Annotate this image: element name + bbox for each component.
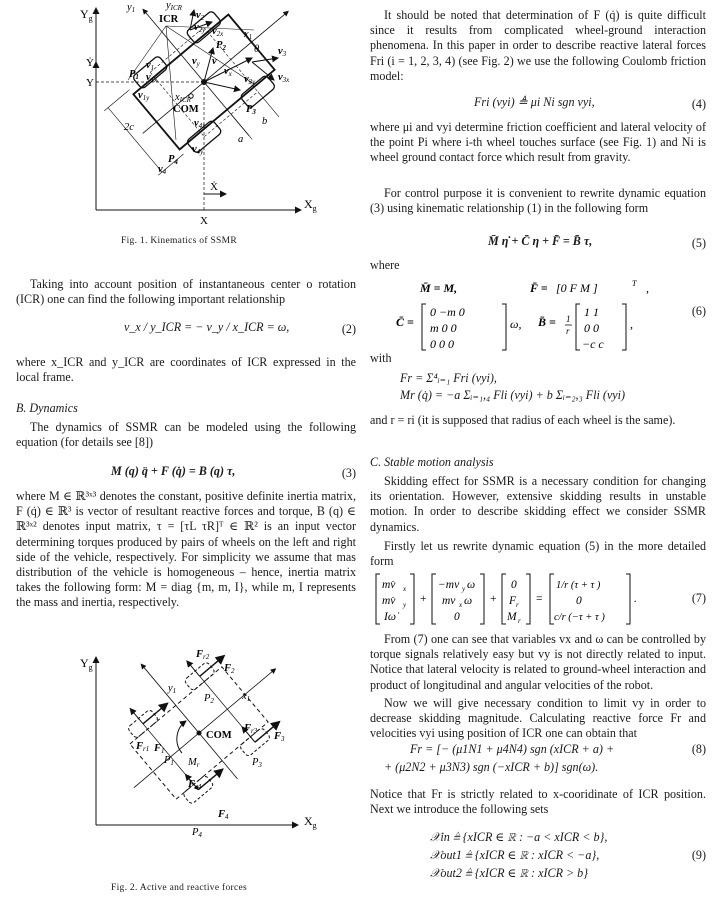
equation-4-number: (4) (691, 97, 706, 111)
equation-3: M (q) q̈ + F (q̇) = B (q) τ, (111, 464, 236, 478)
svg-text:Xg: $X_g$ (304, 814, 317, 830)
paragraph: Skidding effect for SSMR is a necessary condition for changing its orientation. However, extensive skidding results in unstable motion. In order to describe skidding effect we consider SSMR dynamics. (370, 474, 706, 534)
svg-text:Yg: $Y_g$ (80, 7, 93, 23)
svg-text:F2: F2 (224, 663, 235, 675)
svg-text:Fr3: Fr3 (244, 723, 258, 735)
equation-2: v_x / y_ICR = − v_y / x_ICR = ω, (124, 320, 290, 334)
equation-5: M̄ η̇ + C̄ η + F̄ = B̄ τ, (488, 234, 593, 248)
svg-text:0 0 0: 0 0 0 (430, 337, 454, 351)
svg-text:P1: P1 (164, 755, 174, 767)
svg-text:v2: v2 (196, 10, 205, 22)
svg-text:v2x: v2x (212, 26, 224, 38)
svg-text:−c c: −c c (582, 337, 604, 351)
svg-text:P2: P2 (204, 693, 214, 705)
svg-text:xICR: xICR (175, 92, 191, 104)
svg-text:y1: y1 (127, 2, 136, 14)
equation-6-matrices (370, 276, 670, 356)
svg-text:2c: 2c (124, 122, 134, 133)
equation-7-matrices (370, 572, 670, 628)
svg-text:T: T (632, 279, 637, 288)
equation-mr: Mr (q̇) = −a Σᵢ₌₁,₄ Fli (vyi) + b Σᵢ₌₂,₃ Fli (vyi) (400, 388, 626, 402)
equation-9-line-3: 𝒳out2 ≜ {xICR ∈ ℝ : xICR > b} (430, 866, 589, 880)
svg-text:x1: x1 (244, 29, 253, 41)
svg-text:r: r (566, 326, 570, 336)
svg-text:Fr2: Fr2 (196, 649, 210, 661)
svg-text:F̄ =: F̄ = (530, 281, 548, 295)
svg-text:y: y (403, 601, 407, 609)
svg-text:ICR: ICR (159, 14, 179, 25)
svg-text:+: + (420, 593, 427, 605)
svg-text:mv̇: mv̇ (382, 595, 396, 607)
equation-fr: Fr = Σ⁴ᵢ₌₁ Fri (vyi), (400, 371, 497, 385)
svg-text:v1y: v1y (138, 90, 150, 102)
svg-text:−mv: −mv (438, 579, 460, 591)
svg-text:Ẋ: Ẋ (210, 181, 218, 193)
equation-8-line-2: + (μ2N2 + μ3N3) sgn (−xICR + b)] sgn(ω). (384, 760, 599, 774)
svg-text:v1x: v1x (146, 72, 158, 84)
svg-text:F: F (509, 595, 517, 607)
equation-9-line-2: 𝒳out1 ≜ {xICR ∈ ℝ : xICR < −a}, (430, 848, 600, 862)
svg-text:0: 0 (511, 579, 517, 591)
svg-text:B̄ =: B̄ = (538, 315, 556, 329)
equation-6-number: (6) (691, 304, 706, 318)
svg-text:P4: P4 (168, 154, 178, 166)
svg-text:θ: θ (254, 44, 260, 55)
figure-2-forces-diagram (16, 649, 356, 865)
svg-text:Fr4: Fr4 (188, 779, 202, 791)
svg-text:+: + (490, 593, 497, 605)
equation-3-number: (3) (341, 466, 356, 480)
svg-text:M: M (507, 611, 517, 623)
svg-text:m 0 0: m 0 0 (430, 321, 457, 335)
svg-text:P1: P1 (129, 69, 139, 81)
paragraph: For control purpose it is convenient to rewrite dynamic equation (3) using kinematic relationship (1) in the following form (370, 186, 706, 216)
equation-5-number: (5) (691, 236, 706, 250)
with-label: with (370, 351, 392, 365)
svg-text:v4y: v4y (192, 144, 204, 156)
equation-7-number: (7) (691, 591, 706, 605)
svg-text:Y: Y (86, 77, 94, 89)
svg-text:c/r (−τ + τ ): c/r (−τ + τ ) (554, 612, 605, 623)
paragraph: The dynamics of SSMR can be modeled using the following equation (for details see [8]) (16, 420, 356, 450)
svg-text:0: 0 (454, 611, 460, 623)
svg-text:1/r (τ + τ ): 1/r (τ + τ ) (556, 580, 601, 591)
paragraph: Notice that Fr is strictly related to x-cooridinate of ICR position. Next we introduce the following sets (370, 787, 706, 817)
figure-1-caption: Fig. 1. Kinematics of SSMR (121, 236, 238, 246)
svg-text:v3x: v3x (278, 72, 290, 84)
svg-text:[0 F M ]: [0 F M ] (556, 281, 598, 295)
svg-text:0: 0 (576, 595, 582, 607)
paragraph: where M ∈ ℝ³ˣ³ denotes the constant, positive definite inertia matrix, F (q̇) ∈ ℝ³ is vector of resultant reactive forces and torque, B (q) ∈ ℝ³ˣ² denotes input matrix, τ = [τL τR]ᵀ ∈ ℝ² is an input vector determining torques produced by pairs of wheels on the left and right side of the vehicle, respectively. For simplicity we assume that mas distribution of the vehicle is homogeneous – hence, inertia matrix takes the following form: M = diag {m, m, I}, while m, I represents the mass and inertia, respectively. (16, 489, 356, 610)
paragraph: It should be noted that determination of F (q̇) is quite difficult since it results from complicated wheel-ground interaction phenomena. In this paper in order to describe reactive lateral forces Fri (i = 1, 2, 3, 4) (see Fig. 2) we use the following Coulomb friction model: (370, 8, 706, 83)
svg-text:F3: F3 (274, 731, 285, 743)
equation-9-line-1: 𝒳in ≜ {xICR ∈ ℝ : −a < xICR < b}, (430, 830, 608, 844)
svg-text:COM: COM (206, 730, 232, 741)
svg-text:P2: P2 (216, 40, 226, 52)
svg-text:COM: COM (173, 104, 199, 115)
svg-text:x: x (403, 585, 407, 593)
svg-text:P3: P3 (246, 104, 256, 116)
svg-text:Iω̇: Iω̇ (384, 611, 396, 623)
svg-text:ω: ω (464, 595, 473, 607)
svg-text:vx: vx (224, 66, 232, 78)
svg-text:v3y: v3y (244, 74, 256, 86)
svg-text:P4: P4 (192, 827, 202, 839)
svg-text:X: X (200, 215, 208, 227)
svg-text:y1: y1 (168, 683, 177, 695)
svg-text:ω,: ω, (510, 317, 522, 331)
svg-text:Yg: $Y_g$ (80, 656, 93, 672)
paragraph: and r = ri (it is supposed that radius of each wheel is the same). (370, 413, 676, 427)
svg-text:F1: F1 (154, 743, 165, 755)
svg-text:v4x: v4x (194, 118, 206, 130)
where-label: where (370, 258, 400, 272)
svg-text:x: x (459, 601, 463, 609)
svg-text:M̄ = M,: M̄ = M, (420, 281, 458, 295)
svg-text:r: r (516, 601, 519, 609)
svg-text:,: , (630, 317, 633, 331)
svg-text:Fr1: Fr1 (136, 741, 150, 753)
svg-text:P3: P3 (252, 757, 262, 769)
paragraph: From (7) one can see that variables vx and ω can be controlled by torque signals relatively easy but vy is not directly related to input. Notice that lateral velocity is related to ground-wheel interaction and product of longitudinal and angular velocities of the robot. (370, 632, 706, 692)
svg-text:Ẏ: Ẏ (86, 57, 94, 69)
paragraph: Firstly let us rewrite dynamic equation (5) in the more detailed form (370, 539, 706, 569)
svg-text:.: . (634, 593, 637, 605)
svg-text:Mr: Mr (188, 757, 200, 769)
svg-text:mv: mv (442, 595, 456, 607)
section-heading-stable-motion: C. Stable motion analysis (370, 455, 494, 469)
svg-text:ω: ω (467, 579, 476, 591)
svg-text:a: a (238, 134, 244, 145)
svg-text:v2y: v2y (194, 22, 206, 34)
svg-text:F4: F4 (218, 809, 229, 821)
svg-text:x1: x1 (242, 691, 251, 703)
svg-text:b: b (262, 116, 268, 127)
equation-4: Fri (vyi) ≜ μi Ni sgn vyi, (474, 95, 595, 109)
equation-2-number: (2) (341, 322, 356, 336)
svg-text:v: v (212, 56, 217, 67)
equation-9-number: (9) (691, 848, 706, 862)
paragraph: where x_ICR and y_ICR are coordinates of ICR expressed in the local frame. (16, 355, 356, 385)
svg-text:vy: vy (192, 56, 200, 68)
svg-text:yICR: yICR (166, 0, 182, 12)
svg-text:=: = (536, 593, 543, 605)
svg-text:v3: v3 (278, 46, 287, 58)
svg-text:,: , (646, 281, 649, 295)
section-heading-dynamics: B. Dynamics (16, 401, 78, 415)
figure-1-kinematics-diagram (16, 0, 356, 225)
equation-8-number: (8) (691, 742, 706, 756)
svg-text:y: y (462, 585, 466, 593)
svg-text:mv̇: mv̇ (382, 579, 396, 591)
equation-8-line-1: Fr = [− (μ1N1 + μ4N4) sgn (xICR + a) + (410, 742, 615, 756)
svg-text:C̄ =: C̄ = (396, 315, 414, 329)
paragraph: where μi and vyi determine friction coefficient and lateral velocity of the point Pi where i-th wheel touches surface (see Fig. 1) and Ni is wheel ground contact force which result from gravity. (370, 120, 706, 165)
figure-2-caption: Fig. 2. Active and reactive forces (111, 883, 248, 893)
svg-text:1 1: 1 1 (584, 305, 599, 319)
svg-text:Xg: $X_g$ (304, 197, 317, 213)
paragraph: Taking into account position of instantaneous center o rotation (ICR) one can find the following important relationship (16, 277, 356, 307)
svg-text:1: 1 (566, 314, 571, 324)
paragraph: Now we will give necessary condition to limit vy in order to decrease skidding magnitude. Calculating reactive force Fr and velocities vyi using position of ICR one can obtain that (370, 696, 706, 741)
svg-text:0 −m 0: 0 −m 0 (430, 305, 465, 319)
svg-text:r: r (518, 617, 521, 625)
svg-text:v1: v1 (146, 60, 155, 72)
svg-text:0 0: 0 0 (584, 321, 599, 335)
svg-text:v4: v4 (158, 164, 167, 176)
